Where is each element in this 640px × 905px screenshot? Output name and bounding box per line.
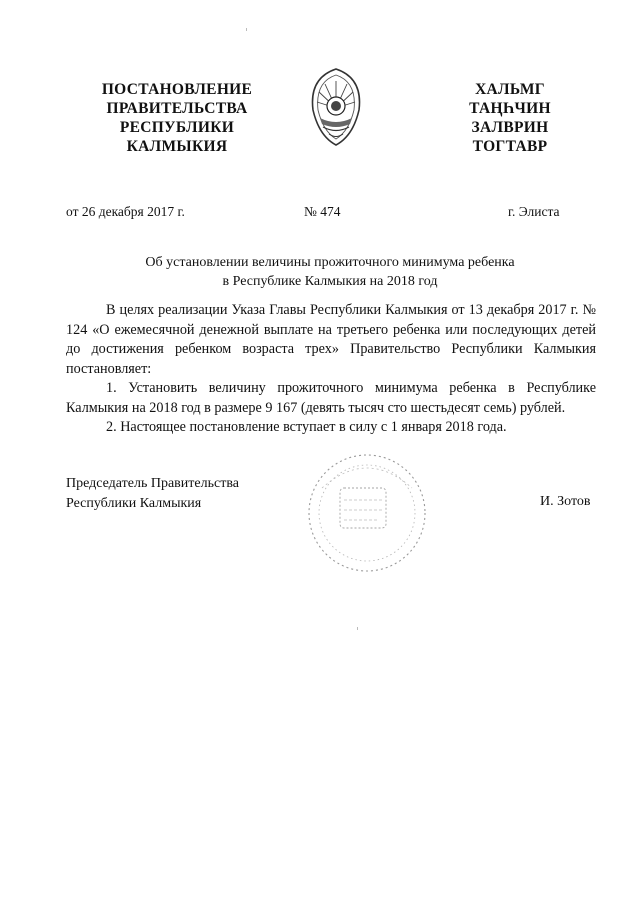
preamble-paragraph: В целях реализации Указа Главы Республики Калмыкия от 13 декабря 2017 г. № 124 «О ежемесячной денежной выплате на третьего ребенка или последующих детей до достижения ребенком возраста трех» Правительство Республики Калмыкия постановляет: [66,302,596,377]
clause-2-paragraph: 2. Настоящее постановление вступает в силу с 1 января 2018 года. [106,419,507,435]
signature-position [66,474,239,513]
header-right-line: ТОГТАВР [472,138,548,155]
decree-body [66,301,596,438]
header-left-line: ПРАВИТЕЛЬСТВА [106,100,248,117]
header-right-line: ТАҢҺЧИН [469,100,551,117]
header-left-line: РЕСПУБЛИКИ [119,119,235,136]
decree-date: от 26 декабря 2017 г. [66,204,185,219]
header-left-line: КАЛМЫКИЯ [126,138,228,155]
signatory-name: И. Зотов [540,494,591,509]
kalmykia-emblem-icon [305,66,367,148]
official-seal-icon [302,448,432,578]
signature-position-line: Республики Калмыкия [66,495,202,511]
header-left-line: ПОСТАНОВЛЕНИЕ [101,81,253,98]
decree-number: № 474 [304,204,341,219]
decree-title-line: в Республике Калмыкия на 2018 год [222,274,438,289]
decree-city: г. Элиста [508,204,560,219]
scan-speck [246,28,247,31]
scan-speck [357,627,358,630]
decree-title [100,253,560,291]
header-right-line: ЗАЛВРИН [471,119,549,136]
header-right-line: ХАЛЬМГ [475,81,545,98]
header-left-ru [92,80,262,156]
clause-1-paragraph: 1. Установить величину прожиточного минимума ребенка в Республике Калмыкия на 2018 год в размере 9 167 (девять тысяч сто шестьдесят семь) рублей. [66,380,596,416]
decree-title-line: Об установлении величины прожиточного минимума ребенка [145,255,515,270]
signature-position-line: Председатель Правительства [66,476,239,491]
header-right-xal [450,80,570,156]
